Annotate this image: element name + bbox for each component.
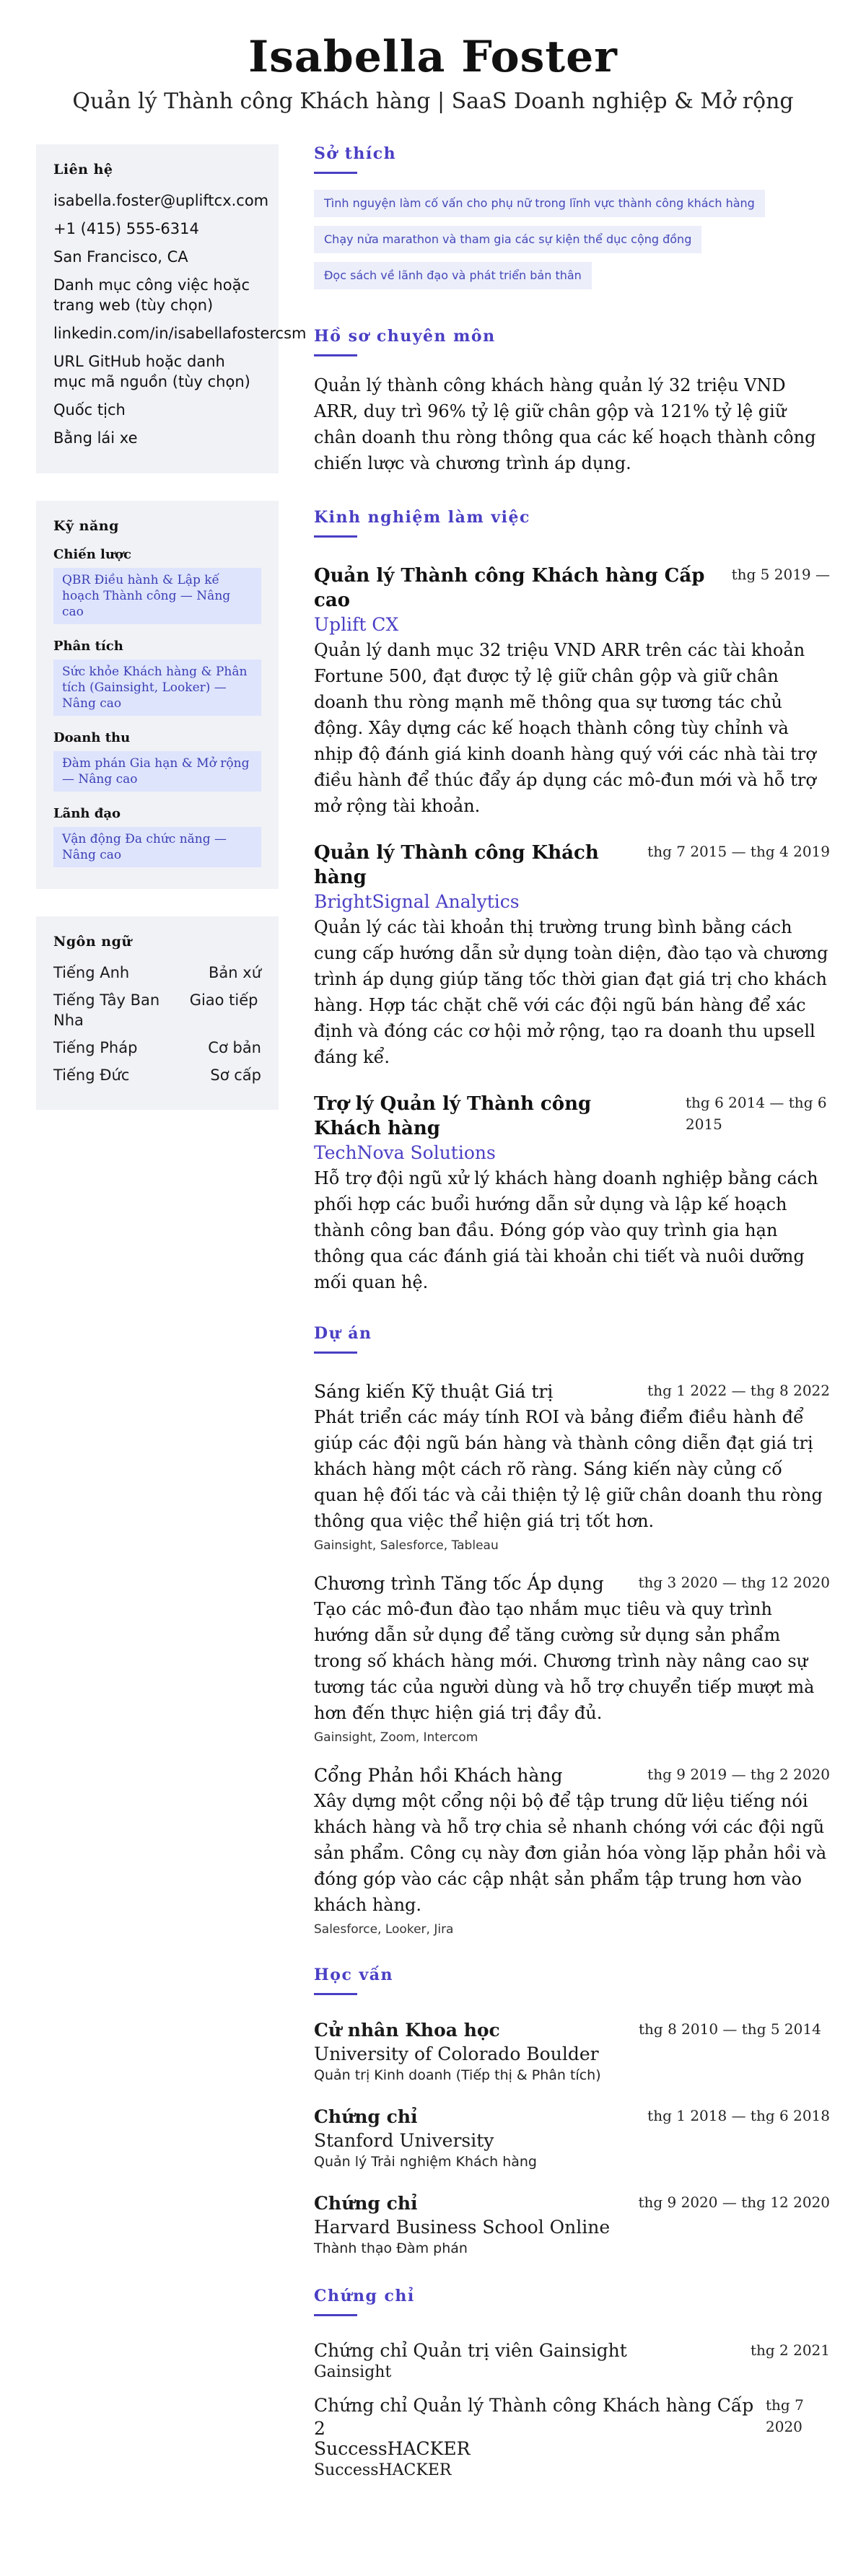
language-level: Bản xứ bbox=[209, 964, 261, 981]
sidebar bbox=[36, 144, 307, 1137]
job-company: BrightSignal Analytics bbox=[314, 891, 520, 912]
language-row bbox=[53, 1038, 261, 1058]
project-date: thg 3 2020 — thg 12 2020 bbox=[638, 1574, 830, 1591]
section-heading: Sở thích bbox=[314, 144, 397, 163]
language-row bbox=[53, 990, 261, 1030]
education-field: Quản trị Kinh doanh (Tiếp thị & Phân tích) bbox=[314, 2067, 601, 2083]
language-name: Tiếng Pháp bbox=[53, 1039, 138, 1056]
skills-title: Kỹ năng bbox=[53, 518, 119, 534]
language-row bbox=[53, 1065, 261, 1085]
education-entry bbox=[314, 2105, 830, 2171]
project-entry bbox=[314, 1764, 830, 1937]
job-description: Quản lý danh mục 32 triệu VND ARR trên các tài khoản Fortune 500, đạt được tỷ lệ giữ chân gộp và giữ chân doanh thu ròng mạnh mẽ thông qua sự tương tác chủ động. Xây dựng các kế hoạch thành công tùy chỉnh và nhịp độ đánh giá kinh doanh hàng quý với các nhà tài trợ điều hành để thúc đẩy áp dụng các mô-đun mới và hỗ trợ mở rộng tài khoản. bbox=[314, 640, 816, 816]
section-heading: Học vấn bbox=[314, 1966, 394, 1984]
section-heading: Kinh nghiệm làm việc bbox=[314, 508, 530, 527]
certificate-entry bbox=[314, 2339, 830, 2383]
job-entry bbox=[314, 1092, 830, 1295]
project-description: Tạo các mô-đun đào tạo nhắm mục tiêu và quy trình hướng dẫn sử dụng để tăng cường sử dụng sản phẩm trong số khách hàng mới. Chương trình này nâng cao sự tương tác của người dùng và hỗ trợ chuyển tiếp mượt mà hơn đến thực hiện giá trị đầy đủ. bbox=[314, 1599, 815, 1723]
languages-card bbox=[36, 916, 279, 1110]
education-section bbox=[314, 1966, 830, 2258]
interest-chip: Đọc sách về lãnh đạo và phát triển bản thân bbox=[314, 262, 592, 289]
education-degree: Cử nhân Khoa học bbox=[314, 2020, 500, 2041]
resume-header bbox=[0, 0, 866, 115]
heading-divider bbox=[314, 1351, 357, 1354]
heading-divider bbox=[314, 172, 357, 174]
languages-title: Ngôn ngữ bbox=[53, 934, 132, 950]
job-header bbox=[314, 564, 830, 613]
contact-email[interactable]: isabella.foster@upliftcx.com bbox=[53, 192, 269, 209]
project-header bbox=[314, 1380, 830, 1404]
education-school: Stanford University bbox=[314, 2130, 494, 2151]
certificate-name: Chứng chỉ Quản lý Thành công Khách hàng Cấp 2 bbox=[314, 2395, 754, 2439]
project-entry bbox=[314, 1572, 830, 1745]
education-field: Thành thạo Đàm phán bbox=[314, 2240, 468, 2256]
project-header bbox=[314, 1572, 830, 1596]
language-name: Tiếng Anh bbox=[53, 964, 130, 981]
heading-divider bbox=[314, 2314, 357, 2316]
contact-license: Bằng lái xe bbox=[53, 429, 138, 447]
certificate-issuer: Gainsight bbox=[314, 2363, 392, 2381]
skill-group-title: Chiến lược bbox=[53, 547, 131, 562]
project-tools: Gainsight, Zoom, Intercom bbox=[314, 1730, 478, 1745]
profile-summary: Quản lý thành công khách hàng quản lý 32 triệu VND ARR, duy trì 96% tỷ lệ giữ chân gộp và 121% tỷ lệ giữ chân doanh thu ròng thông qua các kế hoạch thành công chiến lược và chương trình áp dụng. bbox=[314, 375, 816, 473]
education-entry bbox=[314, 2191, 830, 2258]
language-name: Tiếng Đức bbox=[53, 1066, 130, 1084]
project-description: Phát triển các máy tính ROI và bảng điểm điều hành để giúp các đội ngũ bán hàng và thành công diễn đạt giá trị khách hàng một cách rõ ràng. Sáng kiến này củng cố quan hệ đối tác và cải thiện tỷ lệ giữ chân doanh thu ròng thông qua việc thể hiện giá trị tốt hơn. bbox=[314, 1407, 823, 1531]
education-degree: Chứng chỉ bbox=[314, 2106, 418, 2127]
skill-group-title: Doanh thu bbox=[53, 730, 131, 745]
contact-title: Liên hệ bbox=[53, 162, 113, 178]
job-company: TechNova Solutions bbox=[314, 1142, 496, 1163]
projects-section bbox=[314, 1324, 830, 1937]
education-entry bbox=[314, 2018, 830, 2085]
project-tools: Gainsight, Salesforce, Tableau bbox=[314, 1538, 499, 1553]
candidate-tagline: Quản lý Thành công Khách hàng | SaaS Doanh nghiệp & Mở rộng bbox=[72, 89, 794, 114]
education-field: Quản lý Trải nghiệm Khách hàng bbox=[314, 2154, 537, 2170]
main-content bbox=[314, 144, 830, 2492]
job-description: Quản lý các tài khoản thị trường trung bình bằng cách cung cấp hướng dẫn sử dụng toàn diện, đào tạo và chương trình áp dụng giúp tăng tốc thời gian đạt giá trị cho khách hàng. Hợp tác chặt chẽ với các đội ngũ bán hàng để xác định và đóng các cơ hội mở rộng, tạo ra doanh thu upsell đáng kể. bbox=[314, 917, 828, 1067]
heading-divider bbox=[314, 1993, 357, 1995]
skill-chip: Sức khỏe Khách hàng & Phân tích (Gainsight, Looker) — Nâng cao bbox=[53, 660, 261, 716]
contact-card bbox=[36, 144, 307, 473]
project-tools: Salesforce, Looker, Jira bbox=[314, 1922, 454, 1937]
certificate-name: Chứng chỉ Quản trị viên Gainsight bbox=[314, 2340, 627, 2361]
skills-card bbox=[36, 501, 279, 889]
section-heading: Chứng chỉ bbox=[314, 2287, 415, 2305]
job-description: Hỗ trợ đội ngũ xử lý khách hàng doanh nghiệp bằng cách phối hợp các buổi hướng dẫn sử dụng và lập kế hoạch thành công ban đầu. Đóng góp vào quy trình gia hạn thông qua các đánh giá tài khoản chi tiết và nuôi dưỡng mối quan hệ. bbox=[314, 1168, 818, 1292]
education-header bbox=[314, 2105, 830, 2129]
certificate-date: thg 7 2020 bbox=[766, 2396, 804, 2435]
profile-section bbox=[314, 327, 830, 476]
contact-phone[interactable]: +1 (415) 555-6314 bbox=[53, 220, 199, 237]
contact-portfolio: Danh mục công việc hoặc trang web (tùy chọn) bbox=[53, 276, 250, 314]
candidate-name: Isabella Foster bbox=[248, 32, 618, 82]
contact-github: URL GitHub hoặc danh mục mã nguồn (tùy chọn) bbox=[53, 353, 250, 390]
education-degree: Chứng chỉ bbox=[314, 2193, 418, 2214]
project-date: thg 1 2022 — thg 8 2022 bbox=[647, 1382, 830, 1399]
certificate-header bbox=[314, 2394, 830, 2440]
education-date: thg 8 2010 — thg 5 2014 bbox=[639, 2020, 821, 2038]
experience-section bbox=[314, 508, 830, 1295]
heading-divider bbox=[314, 354, 357, 356]
education-school: University of Colorado Boulder bbox=[314, 2043, 599, 2064]
project-title: Chương trình Tăng tốc Áp dụng bbox=[314, 1573, 604, 1594]
project-description: Xây dựng một cổng nội bộ để tập trung dữ liệu tiếng nói khách hàng và hỗ trợ chia sẻ nhanh chóng với các đội ngũ sản phẩm. Công cụ này đơn giản hóa vòng lặp phản hồi và đóng góp vào các cập nhật sản phẩm tập trung hơn vào khách hàng. bbox=[314, 1791, 827, 1915]
job-entry bbox=[314, 841, 830, 1070]
section-heading: Dự án bbox=[314, 1324, 372, 1343]
job-date: thg 7 2015 — thg 4 2019 bbox=[647, 843, 830, 860]
language-name: Tiếng Tây Ban Nha bbox=[53, 991, 160, 1029]
skill-chip: QBR Điều hành & Lập kế hoạch Thành công — Nâng cao bbox=[53, 568, 261, 624]
skill-group-title: Lãnh đạo bbox=[53, 806, 121, 821]
contact-location: San Francisco, CA bbox=[53, 248, 188, 266]
education-date: thg 9 2020 — thg 12 2020 bbox=[638, 2194, 830, 2211]
contact-nationality: Quốc tịch bbox=[53, 401, 126, 419]
language-level: Sơ cấp bbox=[210, 1066, 261, 1084]
certificate-header bbox=[314, 2339, 830, 2362]
certificate-issuer: SuccessHACKER bbox=[314, 2438, 471, 2459]
education-date: thg 1 2018 — thg 6 2018 bbox=[647, 2107, 830, 2124]
project-entry bbox=[314, 1380, 830, 1553]
language-row bbox=[53, 963, 261, 983]
job-entry bbox=[314, 564, 830, 819]
project-title: Cổng Phản hồi Khách hàng bbox=[314, 1765, 563, 1786]
job-date: thg 6 2014 — thg 6 2015 bbox=[686, 1094, 827, 1133]
job-header bbox=[314, 841, 830, 890]
certificates-section bbox=[314, 2287, 830, 2481]
interest-chip: Tình nguyện làm cố vấn cho phụ nữ trong lĩnh vực thành công khách hàng bbox=[314, 190, 765, 217]
skill-chip: Vận động Đa chức năng — Nâng cao bbox=[53, 827, 261, 867]
interests-section bbox=[314, 144, 830, 298]
certificate-date: thg 2 2021 bbox=[750, 2341, 830, 2359]
section-heading: Hồ sơ chuyên môn bbox=[314, 327, 496, 346]
education-header bbox=[314, 2018, 830, 2043]
job-title: Trợ lý Quản lý Thành công Khách hàng bbox=[314, 1093, 592, 1139]
job-header bbox=[314, 1092, 830, 1141]
project-header bbox=[314, 1764, 830, 1788]
language-level: Cơ bản bbox=[208, 1039, 261, 1056]
project-title: Sáng kiến Kỹ thuật Giá trị bbox=[314, 1381, 554, 1402]
skill-chip: Đàm phán Gia hạn & Mở rộng — Nâng cao bbox=[53, 751, 261, 792]
education-header bbox=[314, 2191, 830, 2216]
certificate-entry bbox=[314, 2394, 830, 2481]
project-date: thg 9 2019 — thg 2 2020 bbox=[647, 1766, 830, 1783]
heading-divider bbox=[314, 535, 357, 538]
language-level: Giao tiếp bbox=[189, 991, 258, 1009]
contact-linkedin[interactable]: linkedin.com/in/isabellafostercsm bbox=[53, 325, 307, 342]
skill-group-title: Phân tích bbox=[53, 639, 123, 654]
certificate-issuer-sub: SuccessHACKER bbox=[314, 2461, 452, 2479]
job-date: thg 5 2019 — bbox=[731, 566, 830, 583]
education-school: Harvard Business School Online bbox=[314, 2217, 611, 2238]
job-title: Quản lý Thành công Khách hàng bbox=[314, 842, 599, 888]
job-title: Quản lý Thành công Khách hàng Cấp cao bbox=[314, 565, 705, 611]
job-company: Uplift CX bbox=[314, 614, 399, 635]
interest-chip: Chạy nửa marathon và tham gia các sự kiện thể dục cộng đồng bbox=[314, 226, 701, 253]
